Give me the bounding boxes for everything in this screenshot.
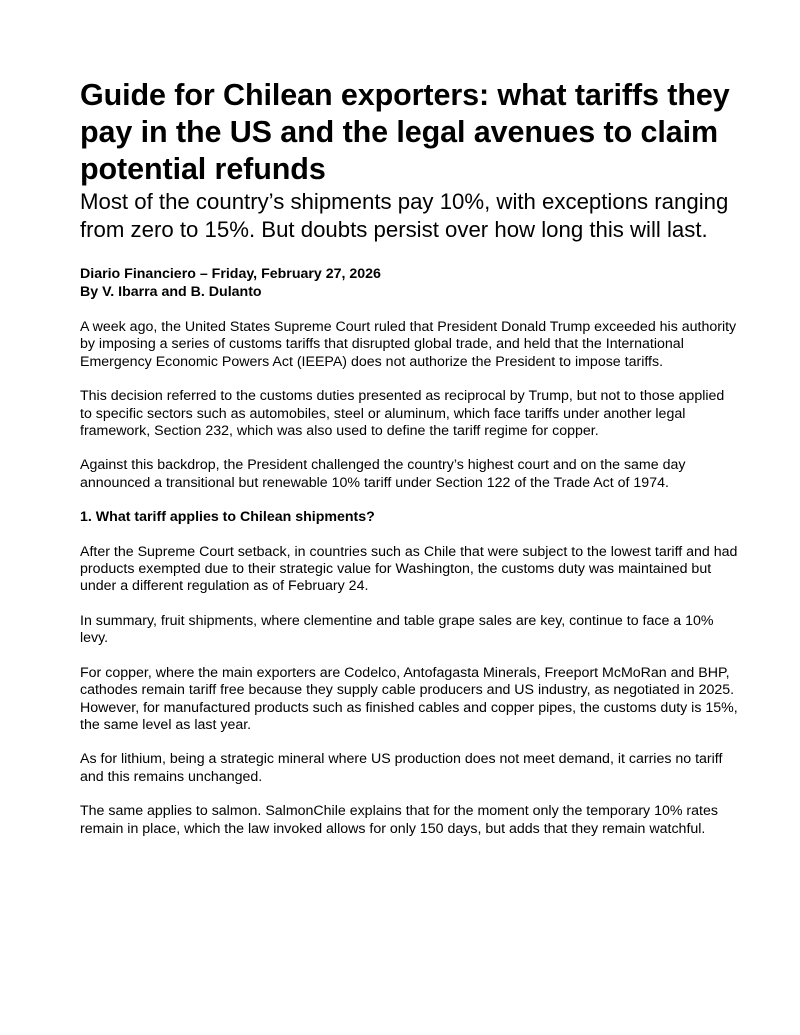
byline xyxy=(80,265,740,301)
paragraph: Against this backdrop, the President challenged the country’s highest court and on the same day announced a transitional but renewable 10% tariff under Section 122 of the Trade Act of 1974. xyxy=(80,457,686,491)
article-headline: Guide for Chilean exporters: what tariffs they pay in the US and the legal avenues to claim potential refunds xyxy=(80,78,730,186)
paragraph: As for lithium, being a strategic mineral where US production does not meet demand, it carries no tariff and this remains unchanged. xyxy=(80,751,723,785)
authors: By V. Ibarra and B. Dulanto xyxy=(80,284,262,300)
article-subheadline: Most of the country’s shipments pay 10%, with exceptions ranging from zero to 15%. But doubts persist over how long this will last. xyxy=(80,189,729,242)
paragraph: This decision referred to the customs duties presented as reciprocal by Trump, but not to those applied to specific sectors such as automobiles, steel or aluminum, which face tariffs under another legal framework, Section 232, which was also used to define the tariff regime for copper. xyxy=(80,388,725,440)
paragraph: For copper, where the main exporters are Codelco, Antofagasta Minerals, Freeport McMoRan and BHP, cathodes remain tariff free because they supply cable producers and US industry, as negotiated in 2025. However, for manufactured products such as finished cables and copper pipes, the customs duty is 15%, the same level as last year. xyxy=(80,664,738,733)
article-body xyxy=(80,319,740,838)
paragraph: In summary, fruit shipments, where clementine and table grape sales are key, continue to face a 10% levy. xyxy=(80,612,714,647)
paragraph: After the Supreme Court setback, in countries such as Chile that were subject to the lowest tariff and had products exempted due to their strategic value for Washington, the customs duty was maintained but under a different regulation as of February 24. xyxy=(80,543,738,595)
paragraph: The same applies to salmon. SalmonChile explains that for the moment only the temporary 10% rates remain in place, which the law invoked allows for only 150 days, but adds that they remain watchful. xyxy=(80,803,718,837)
source-date: Diario Financiero – Friday, February 27, 2026 xyxy=(80,266,381,282)
section-heading: 1. What tariff applies to Chilean shipments? xyxy=(80,509,375,526)
paragraph: A week ago, the United States Supreme Court ruled that President Donald Trump exceeded his authority by imposing a series of customs tariffs that disrupted global trade, and held that the International Emergency Economic Powers Act (IEEPA) does not authorize the President to impose tariffs. xyxy=(80,319,737,370)
